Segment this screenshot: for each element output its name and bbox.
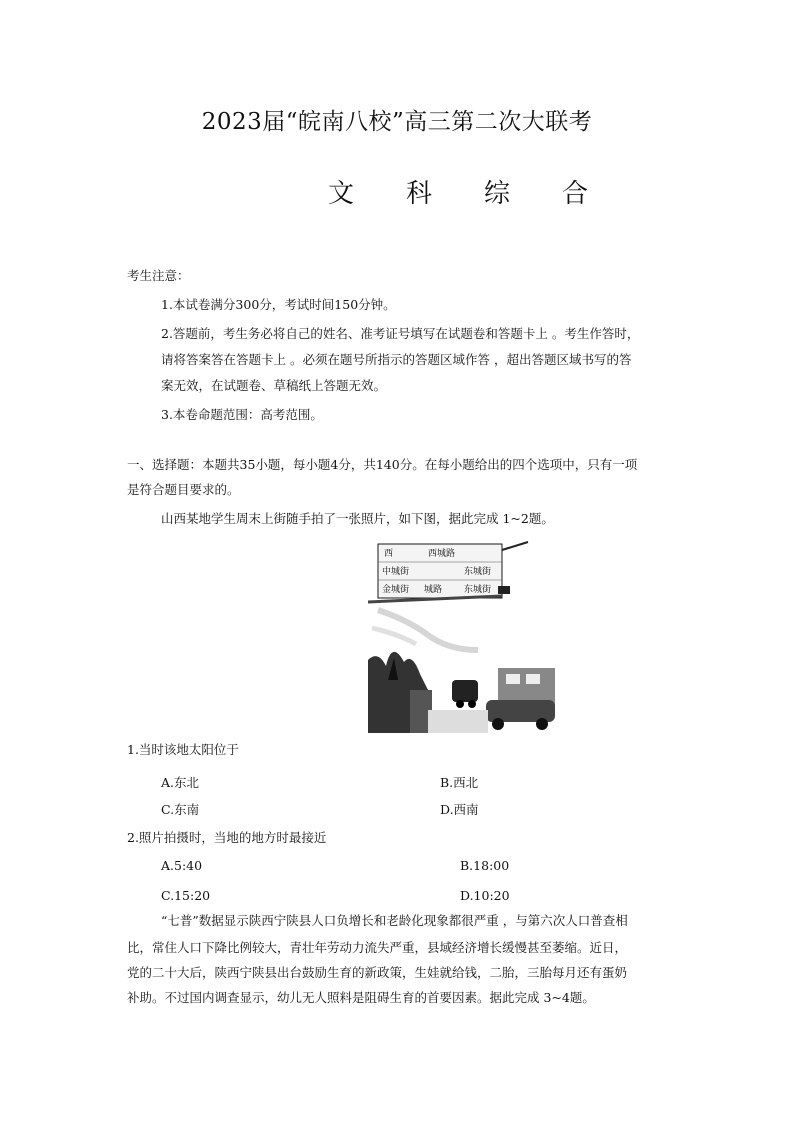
question-2-option-c: C.15:20 [161, 888, 211, 903]
question-1-option-a: A.东北 [161, 775, 200, 790]
notice-item: 3.本卷命题范围：高考范围。 [161, 407, 323, 422]
exam-title: 2023届“皖南八校”高三第二次大联考 [201, 109, 593, 135]
subject-char: 综 [484, 179, 511, 209]
sign-text: 东城街 [464, 585, 492, 595]
section-heading: 一、选择题：本题共35小题，每小题4分，共140分。在每小题给出的四个选项中，只有一项 [127, 457, 638, 472]
subject-char: 合 [562, 179, 589, 209]
sign-text: 城路 [424, 585, 443, 595]
notice-heading: 考生注意： [127, 268, 190, 283]
passage-line: 党的二十大后，陕西宁陕县出台鼓励生育的新政策，生娃就给钱，二胎，三胎每月还有蛋奶 [127, 965, 628, 980]
sign-text: 西 [384, 549, 394, 559]
sign-text: 金城街 [382, 585, 410, 595]
notice-item: 请将答案答在答题卡上 。必须在题号所指示的答题区域作答 ，超出答题区域书写的答 [161, 352, 632, 367]
section-heading-cont: 是符合题目要求的。 [127, 482, 240, 497]
passage-intro: 山西某地学生周末上街随手拍了一张照片，如下图，据此完成 1~2题。 [161, 511, 554, 526]
notice-item: 案无效，在试题卷、草稿纸上答题无效。 [161, 378, 387, 393]
passage-line: 比，常住人口下降比例较大，青壮年劳动力流失严重，县域经济增长缓慢甚至萎缩。近日， [127, 940, 628, 955]
question-1-stem: 1.当时该地太阳位于 [127, 742, 239, 757]
subject-char: 文 [328, 179, 355, 209]
question-2-option-d: D.10:20 [460, 888, 510, 903]
question-1-option-c: C.东南 [161, 802, 200, 817]
question-2-option-b: B.18:00 [460, 858, 510, 873]
notice-item: 1.本试卷满分300分，考试时间150分钟。 [161, 297, 396, 312]
sign-text: 中城街 [382, 567, 410, 577]
question-1-option-d: D.西南 [440, 802, 479, 817]
notice-item: 2.答题前，考生务必将自己的姓名、准考证号填写在试题卷和答题卡上 。考生作答时， [161, 326, 640, 341]
street-photo [368, 540, 555, 733]
subject-char: 科 [406, 179, 433, 209]
sign-text: 东城街 [464, 567, 492, 577]
question-2-option-a: A.5:40 [161, 858, 203, 873]
question-1-option-b: B.西北 [440, 775, 479, 790]
subject-title [328, 173, 588, 210]
question-2-stem: 2.照片拍摄时，当地的地方时最接近 [127, 830, 327, 845]
sign-text: 西城路 [428, 549, 456, 559]
passage-line: “七普”数据显示陕西宁陕县人口负增长和老龄化现象都很严重 ，与第六次人口普查相 [161, 913, 628, 928]
passage-line: 补助。不过国内调查显示，幼儿无人照料是阻碍生育的首要因素。据此完成 3~4题。 [127, 990, 595, 1005]
